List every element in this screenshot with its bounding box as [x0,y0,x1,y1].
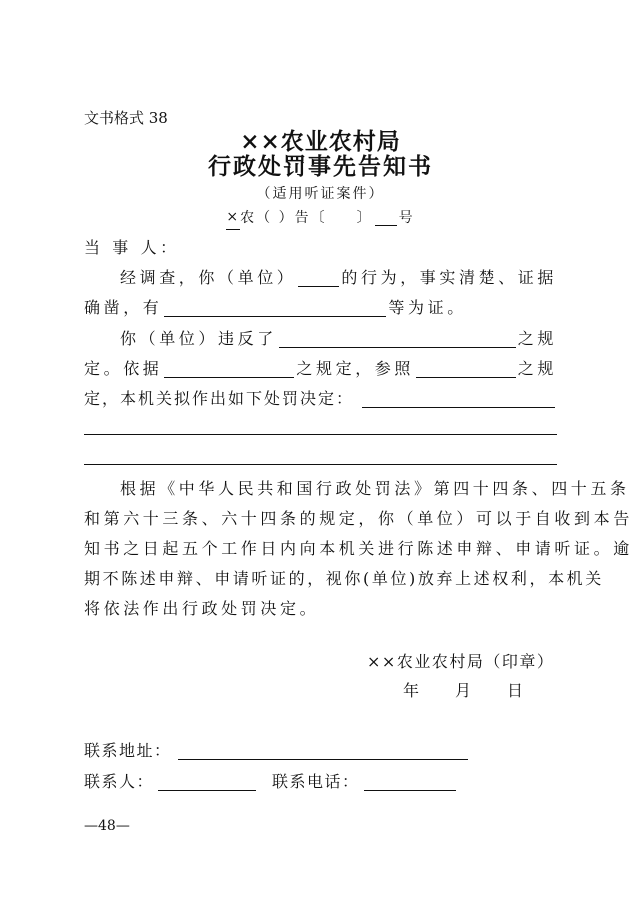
decision-blank[interactable] [362,389,555,408]
para3-line2: 和第六十三条、六十四条的规定，你（单位）可以于自收到本告 [84,509,633,528]
doc-number [84,206,557,230]
text: 定，本机关拟作出如下处罚决定： [84,389,355,408]
doc-number-suffix: 号 [398,210,415,226]
contact-address-row [84,739,557,763]
decision-blank-line3[interactable] [84,464,557,465]
para3-line5: 将依法作出行政处罚决定。 [84,599,320,618]
para3-line4: 期不陈述申辩、申请听证的，视你(单位)放弃上述权利，本机关 [84,569,604,588]
text: 确凿，有 [84,298,163,317]
evidence-blank[interactable] [164,298,386,317]
doc-number-mid: 农（ ）告〔 [240,210,327,226]
date-year: 年 [403,681,420,700]
party-label: 当 事 人： [84,238,180,257]
seal-text: ××农业农村局（印章） [367,652,555,671]
date-day: 日 [507,681,524,700]
date [403,679,553,703]
text: 的行为，事实清楚、证据 [341,268,557,287]
para1-line2 [84,296,557,320]
decision-blank-line2[interactable] [84,434,557,435]
para2-line1 [84,327,557,351]
para3-line1: 根据《中华人民共和国行政处罚法》第四十四条、四十五条 [120,479,630,498]
para1-line1 [84,266,557,290]
text: 之规 [517,329,557,348]
violation-blank[interactable] [279,329,516,348]
doc-number-prefix: × [226,205,240,230]
date-month: 月 [455,681,472,700]
form-label: 文书格式 38 [84,109,168,127]
contact-phone-label: 联系电话： [272,772,360,791]
contact-person-label: 联系人： [84,772,155,791]
text: 之规 [517,359,557,378]
contact-person-field[interactable] [158,772,256,791]
text: 你（单位）违反了 [120,329,277,348]
contact-person-row [84,770,557,794]
contact-address-field[interactable] [178,741,468,760]
title-line1: ××农业农村局 [240,128,401,155]
page-number: —48— [84,818,130,834]
para2-line2 [84,357,557,381]
basis-blank[interactable] [164,359,294,378]
contact-address-label: 联系地址： [84,741,172,760]
text: 之规定，参照 [296,359,415,378]
para3-line3: 知书之日起五个工作日内向本机关进行陈述申辩、申请听证。逾 [84,539,633,558]
text: 定。依据 [84,359,163,378]
doc-number-blank[interactable] [375,211,397,226]
para2-line3 [84,387,557,411]
doc-number-close: 〕 [356,210,373,226]
reference-blank[interactable] [416,359,516,378]
title-line2: 行政处罚事先告知书 [208,153,433,180]
contact-phone-field[interactable] [364,772,456,791]
text: 等为证。 [388,298,467,317]
behavior-blank[interactable] [298,268,339,287]
subtitle: （适用听证案件） [256,186,385,202]
text: 经调查，你（单位） [120,268,297,287]
